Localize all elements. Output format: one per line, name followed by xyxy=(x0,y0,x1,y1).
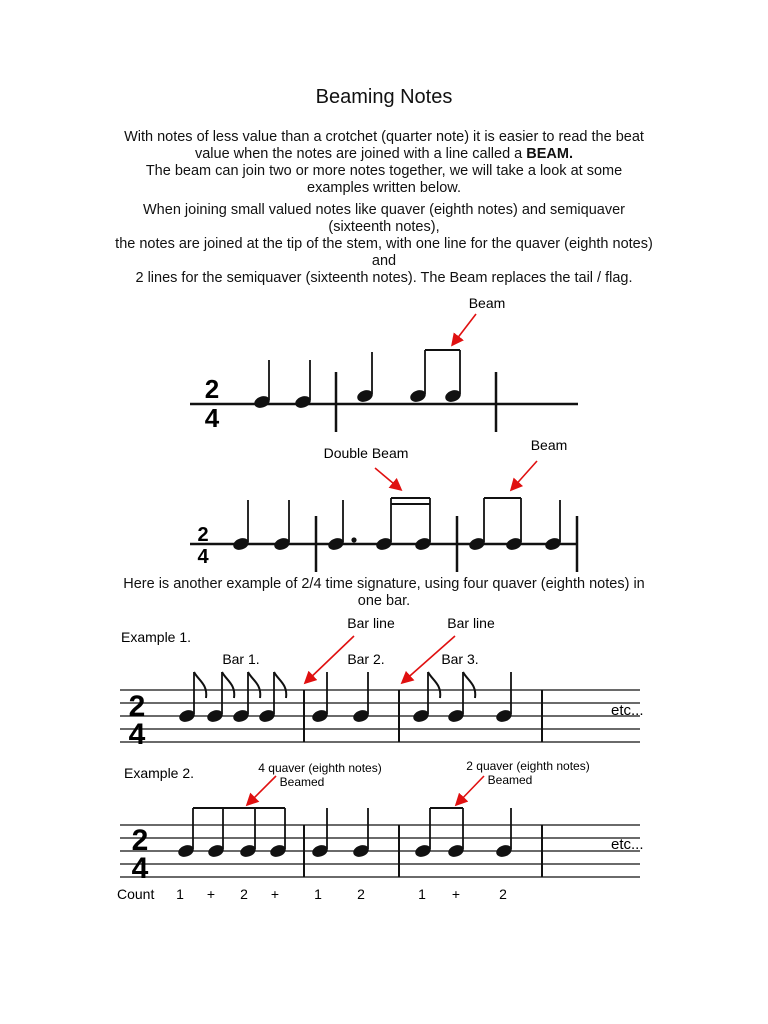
count-beat: 2 xyxy=(357,886,365,902)
flag xyxy=(463,672,475,698)
page-title: Beaming Notes xyxy=(315,86,453,108)
time-signature-top: 2 xyxy=(204,374,220,404)
quarter-note xyxy=(352,672,371,724)
intro-line-1: With notes of less value than a crotchet (quarter note) it is easier to read the beat xyxy=(124,129,644,145)
bar-line-label-2: Bar line xyxy=(447,615,495,631)
count-beat: + xyxy=(270,886,280,902)
time-signature-top: 2 xyxy=(197,524,209,546)
beamed-quaver-pair xyxy=(409,350,463,404)
time-signature-bottom: 4 xyxy=(204,403,220,433)
quarter-note xyxy=(253,360,272,410)
example-2 xyxy=(117,759,644,902)
two-quaver-note-line-1: 2 quaver (eighth notes) xyxy=(466,759,590,773)
figure-1 xyxy=(190,295,578,433)
four-quaver-arrow xyxy=(248,776,276,804)
count-beat: 1 xyxy=(418,886,426,902)
quarter-note xyxy=(273,500,292,552)
two-quaver-arrow xyxy=(457,776,484,804)
count-beat: 1 xyxy=(176,886,184,902)
bar-line-label-1: Bar line xyxy=(347,615,395,631)
flag xyxy=(194,672,206,698)
five-line-staff xyxy=(120,690,640,742)
bar-3-label: Bar 3. xyxy=(441,651,479,667)
time-signature-bottom: 4 xyxy=(128,718,146,751)
five-line-staff xyxy=(120,825,640,877)
two-quaver-note-line-2: Beamed xyxy=(487,773,533,787)
para3-line-1: Here is another example of 2/4 time signature, using four quaver (eighth notes) in xyxy=(123,576,645,592)
time-signature-bottom: 4 xyxy=(131,852,149,885)
intro-line-4: examples written below. xyxy=(307,180,461,196)
bar-1-label: Bar 1. xyxy=(222,651,260,667)
flag xyxy=(428,672,440,698)
example-2-label: Example 2. xyxy=(124,765,195,781)
count-beat: + xyxy=(206,886,216,902)
dot xyxy=(351,537,356,542)
para2-line-1: When joining small valued notes like quaver (eighth notes) and semiquaver xyxy=(143,202,625,218)
quarter-note xyxy=(294,360,313,410)
time-signature-top: 2 xyxy=(131,824,149,857)
beam-label: Beam xyxy=(530,437,568,453)
count-beat: 2 xyxy=(499,886,507,902)
four-quaver-note-line-2: Beamed xyxy=(279,775,325,789)
quarter-note xyxy=(352,808,371,859)
flag xyxy=(274,672,286,698)
quarter-note xyxy=(232,500,251,552)
four-quaver-note-line-1: 4 quaver (eighth notes) xyxy=(258,761,382,775)
quarter-note xyxy=(356,352,375,404)
para2-line-5: 2 lines for the semiquaver (sixteenth notes). The Beam replaces the tail / flag. xyxy=(135,270,633,286)
flag xyxy=(222,672,234,698)
para2-line-2: (sixteenth notes), xyxy=(328,219,440,235)
beam-arrow xyxy=(512,461,537,489)
example-1 xyxy=(120,615,644,751)
figure-2 xyxy=(190,437,578,572)
intro-line-2-text: value when the notes are joined with a line called a xyxy=(194,146,527,162)
count-beat: 1 xyxy=(314,886,322,902)
beam-arrow xyxy=(453,314,476,344)
flag xyxy=(248,672,260,698)
time-signature-bottom: 4 xyxy=(197,546,209,568)
etc-label: etc... xyxy=(611,702,644,719)
double-beam-arrow xyxy=(375,468,400,489)
quarter-note xyxy=(311,808,330,859)
example-1-label: Example 1. xyxy=(121,629,192,645)
count-beat: 2 xyxy=(240,886,248,902)
double-beam-label: Double Beam xyxy=(323,445,409,461)
beam-label: Beam xyxy=(468,295,506,311)
count-beat: + xyxy=(451,886,461,902)
time-signature-top: 2 xyxy=(128,690,146,723)
intro-beam-bold: BEAM. xyxy=(526,146,574,162)
para2-line-4: and xyxy=(371,253,397,269)
quarter-note xyxy=(544,500,563,552)
bar-2-label: Bar 2. xyxy=(347,651,385,667)
intro-line-3: The beam can join two or more notes together, we will take a look at some xyxy=(145,163,623,179)
para3-line-2: one bar. xyxy=(357,593,411,609)
quarter-note xyxy=(495,672,514,724)
quarter-note xyxy=(495,808,514,859)
quarter-note xyxy=(311,672,330,724)
etc-label: etc... xyxy=(611,836,644,853)
para2-line-3: the notes are joined at the tip of the stem, with one line for the quaver (eighth notes) xyxy=(115,236,653,252)
count-label: Count xyxy=(117,886,155,902)
